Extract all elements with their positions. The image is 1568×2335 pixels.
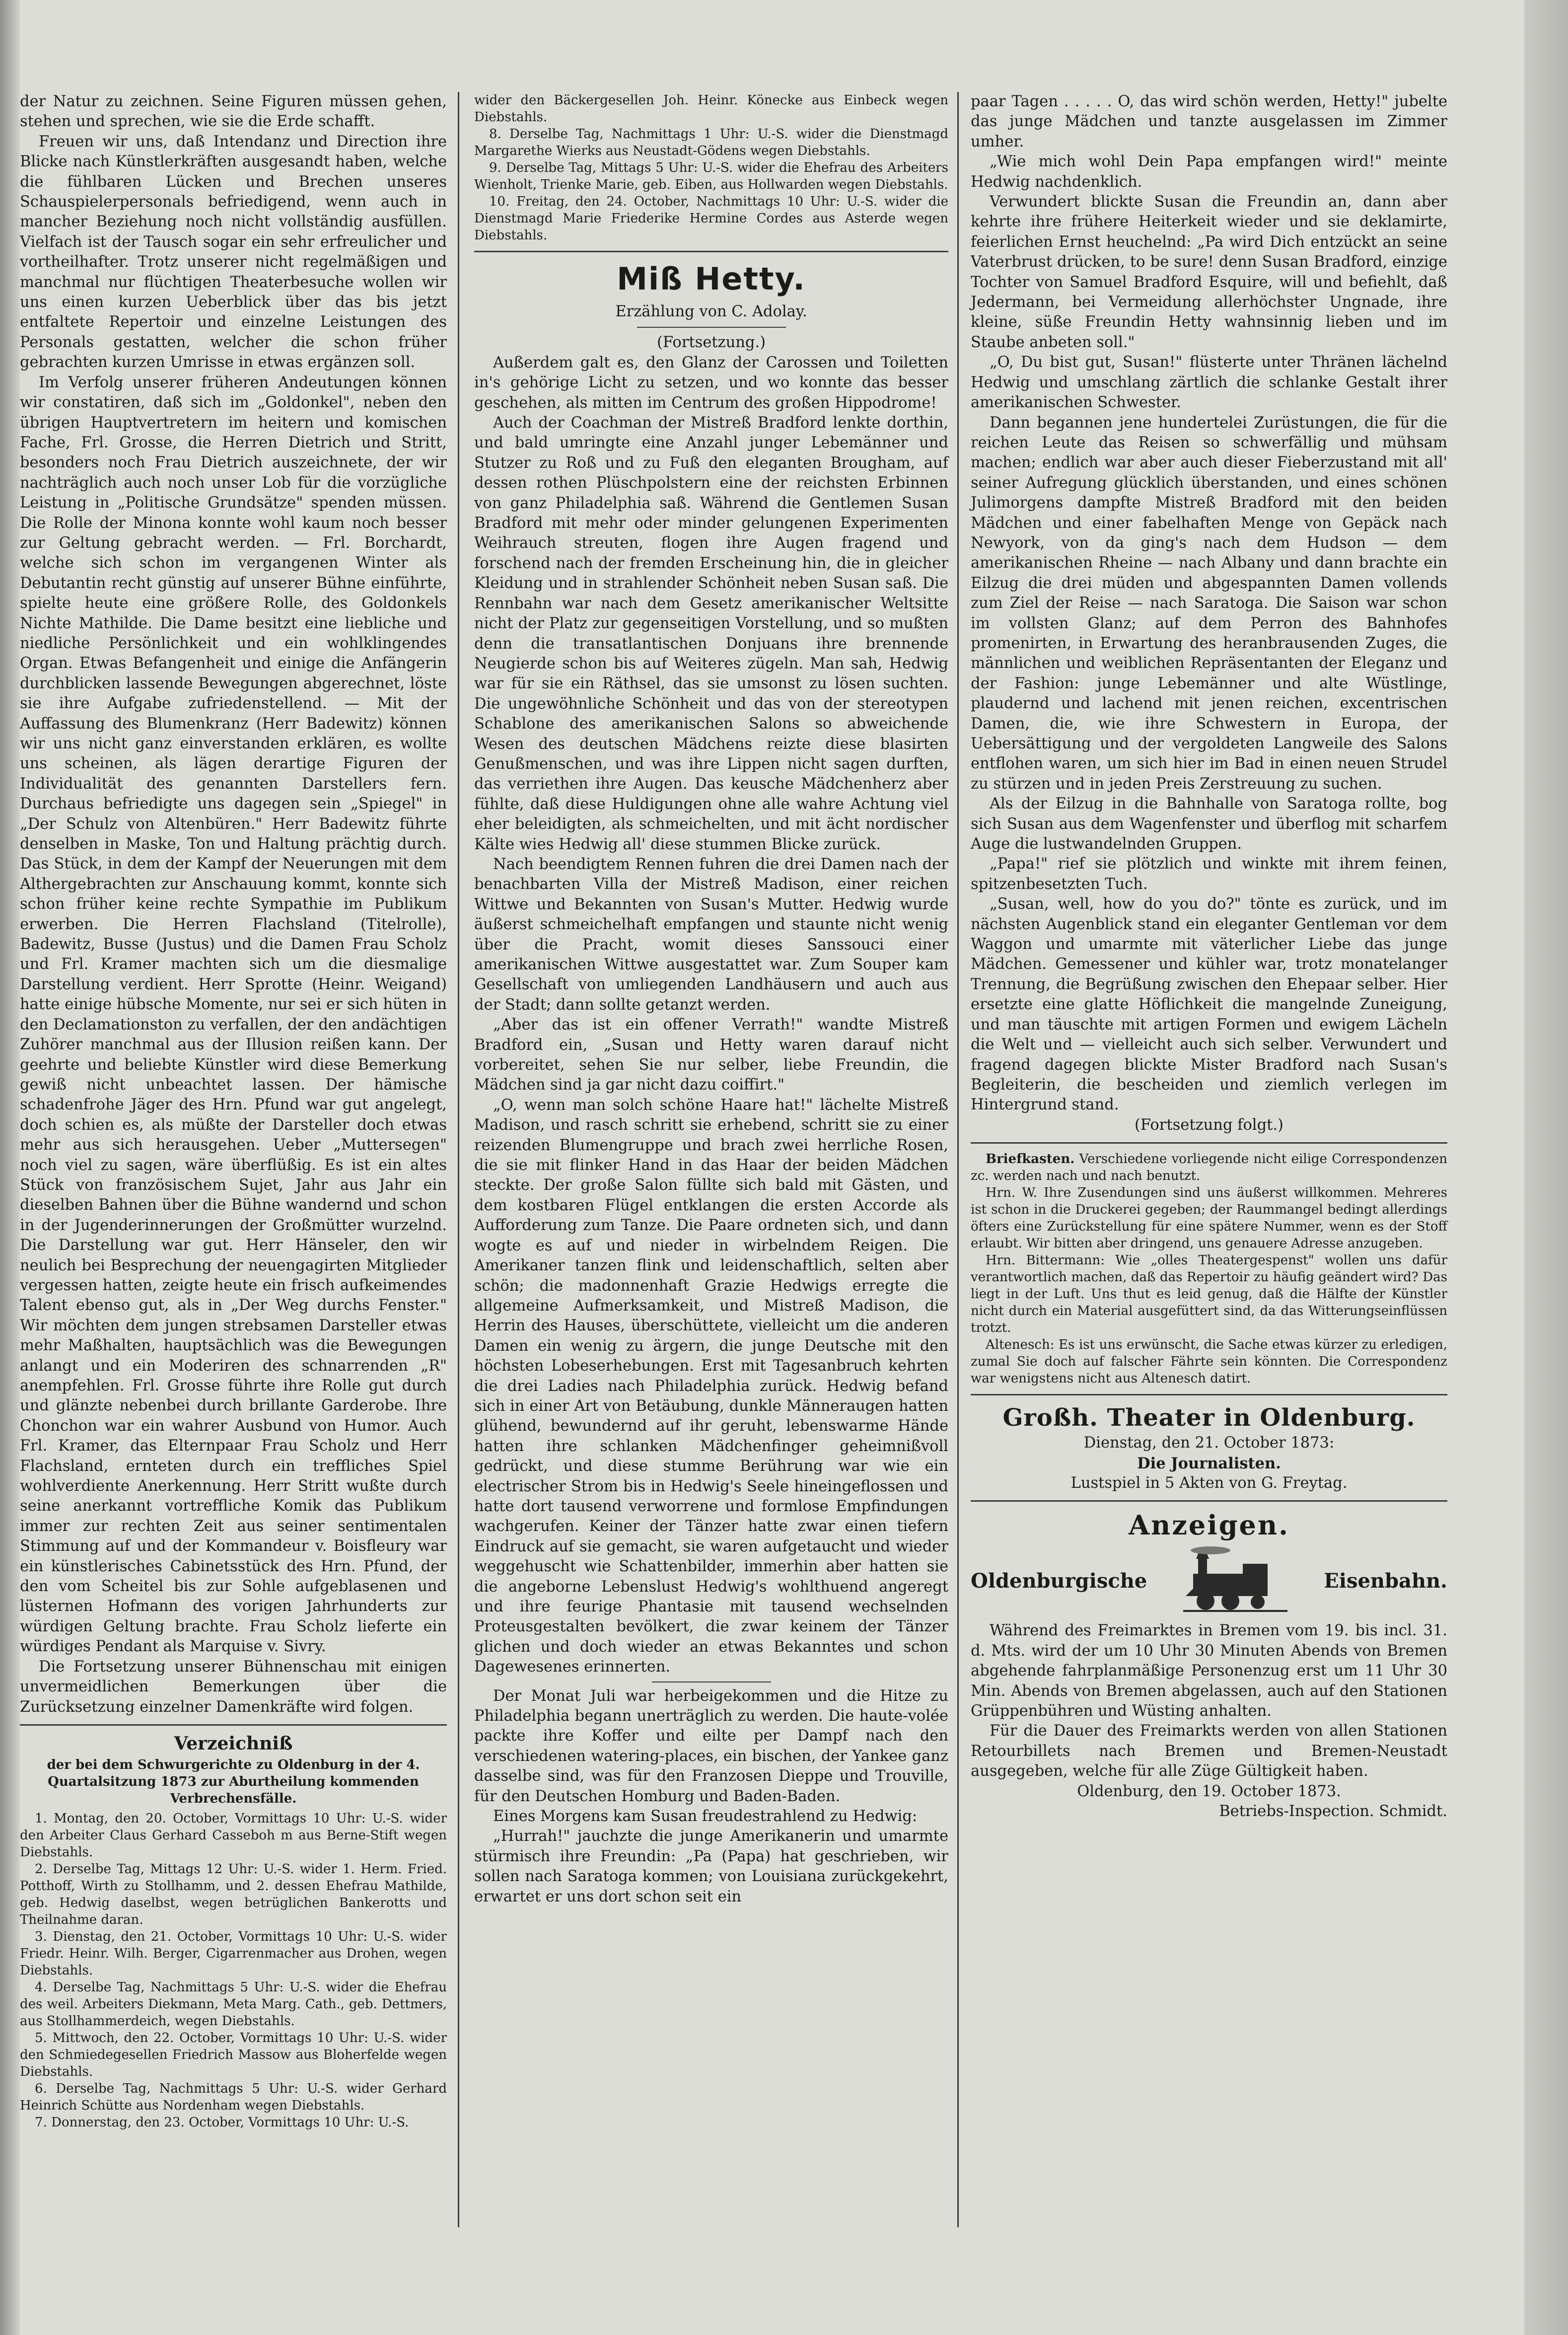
ad-paragraph: Für die Dauer des Freimarkts werden von allen Stationen Retourbillets nach Bremen und Bremen-Neustadt ausgegeben, welche für alle Züge Gültigkeit haben. xyxy=(971,1722,1447,1780)
locomotive-icon xyxy=(1183,1546,1287,1616)
section-divider xyxy=(474,251,948,252)
article-paragraph: der Natur zu zeichnen. Seine Figuren müssen gehen, stehen und sprechen, wie sie die Erde schafft. xyxy=(20,93,447,131)
briefkasten-item: Hrn. W. Ihre Zusendungen sind uns äußerst willkommen. Mehreres ist schon in die Druckerei gegeben; der Raummangel bedingt allerdings öfters eine Zurückstellung für eine spätere Nummer, wenn es der Stoff erlaubt. Wir bitten aber dringend, uns genauere Adresse anzugeben. xyxy=(971,1185,1447,1251)
briefkasten-item: Hrn. Bittermann: Wie „olles Theatergespenst" wollen uns dafür verantwortlich machen, daß das Repertoir zu häufig geändert wird? Das liegt in der Luft. Uns thut es leid genug, daß die Hälfte der Künstler nicht durch ein Material ausgefüttert sind, da das Witterungseinflüssen trotzt. xyxy=(971,1253,1447,1336)
story-paragraph: „Hurrah!" jauchzte die junge Amerikanerin und umarmte stürmisch ihre Freundin: „Pa (Papa) hat geschrieben, wir sollen nach Saratoga kommen; von Louisiana zurückgekehrt, erwartet er uns dort schon seit ein xyxy=(474,1827,948,1905)
story-paragraph: Dann begannen jene hundertelei Zurüstungen, die für die reichen Leute das Reisen so schwerfällig und mühsam machen; endlich war aber auch dieser Fieberzustand mit all' seiner Aufregung glücklich überstanden, und eines schönen Julimorgens dampfte Mistreß Bradford mit den beiden Mädchen und einer fabelhaften Menge von Gepäck nach Newyork, von da ging's nach dem Hudson — dem amerikanischen Rheine — nach Albany und dann brachte ein Eilzug die drei müden und abgespannten Damen vollends zum Ziel der Reise — nach Saratoga. Die Saison war schon im vollsten Glanz; auf dem Perron des Bahnhofes promenirten, in Erwartung des heranbrausenden Zuges, die männlichen und weiblichen Repräsentanten der Eleganz und der Fashion: junge Lebemänner und alte Wüstlinge, plaudernd und lachend mit jenen reichen, excentrischen Damen, die, wie ihre Schwestern in Europa, der Uebersättigung und der vergoldeten Langweile des Salons entflohen waren, um sich hier im Bad in einen neuen Strudel zu stürzen und in jeden Preis Zerstreuung zu suchen. xyxy=(971,414,1447,793)
story-title: Miß Hetty. xyxy=(617,261,806,297)
story-paragraph: Außerdem galt es, den Glanz der Carossen und Toiletten in's gehörige Licht zu setzen, und wo konnte das besser geschehen, als mitten im Centrum des großen Hippodrome! xyxy=(474,354,948,412)
article-paragraph: Die Fortsetzung unserer Bühnenschau mit einigen unvermeidlichen Bemerkungen über die Zurücksetzung einzelner Damenkräfte wird folgen. xyxy=(20,1658,447,1716)
short-divider xyxy=(652,1681,771,1682)
story-paragraph: Verwundert blickte Susan die Freundin an, dann aber kehrte ihre frühere Heiterkeit wieder und sie deklamirte, feierlichen Ernst heuchelnd: „Pa wird Dich entzückt an seine Vaterbrust drücken, to be sure! denn Susan Bradford, einzige Tochter von Samuel Bradford Esquire, will und befiehlt, daß Jedermann, bei Vermeidung allerhöchster Ungnade, ihre kleine, süße Freundin Hetty wahnsinnig lieben und im Staube anbeten soll." xyxy=(971,193,1447,351)
briefkasten-item: Altenesch: Es ist uns erwünscht, die Sache etwas kürzer zu erledigen, zumal Sie doch auf falscher Fährte sein könnten. Die Correspondenz war wenigstens nicht aus Altenesch datirt. xyxy=(971,1337,1447,1386)
list-item: 7. Donnerstag, den 23. October, Vormittags 10 Uhr: U.-S. xyxy=(35,2115,409,2130)
continued-note: (Fortsetzung folgt.) xyxy=(1135,1116,1283,1134)
section-title: Verzeichniß xyxy=(174,1733,293,1754)
ad-signature: Betriebs-Inspection. Schmidt. xyxy=(1219,1803,1447,1820)
column-rule-right xyxy=(957,92,959,2227)
story-paragraph: „Papa!" rief sie plötzlich und winkte mit ihrem feinen, spitzenbesetzten Tuch. xyxy=(971,855,1447,893)
story-author: Erzählung von C. Adolay. xyxy=(615,303,807,320)
story-continued: (Fortsetzung.) xyxy=(656,334,766,352)
list-item: wider den Bäckergesellen Joh. Heinr. Könecke aus Einbeck wegen Diebstahls. xyxy=(474,93,948,125)
article-paragraph: Freuen wir uns, daß Intendanz und Direction ihre Blicke nach Künstlerkräften ausgesandt haben, welche die fühlbaren Lücken und Brechen unseres Schauspielerpersonals befriedigend, wenn auch in mancher Beziehung noch nicht vollständig ausfüllen. Vielfach ist der Tausch sogar ein sehr erfreulicher und vortheilhafter. Trotz unserer nicht regelmäßigen und manchmal nur flüchtigen Theaterbesuche wollen wir uns einen kurzen Ueberblick über das bis jetzt entfaltete Repertoir und einzelne Leistungen des Personals gestatten, welcher die schon früher gebrachten kurzen Umrisse in etwas ergänzen soll. xyxy=(20,133,447,371)
list-item: 2. Derselbe Tag, Mittags 12 Uhr: U.-S. wider 1. Herm. Fried. Potthoff, Wirth zu Stollhamm, und 2. dessen Ehefrau Mathilde, geb. Hedwig daselbst, wegen betrüglichen Bankerotts und Theilnahme daran. xyxy=(20,1861,447,1927)
list-item: 9. Derselbe Tag, Mittags 5 Uhr: U.-S. wider die Ehefrau des Arbeiters Wienholt, Trienke Marie, geb. Eiben, aus Hollwarden wegen Diebstahls. xyxy=(474,160,948,192)
column-rule-left xyxy=(458,92,459,2227)
article-paragraph: Im Verfolg unserer früheren Andeutungen können wir constatiren, daß sich im „Goldonkel", neben den übrigen Hauptvertretern im heitern und komischen Fache, Frl. Grosse, die Herren Dietrich und Stritt, besonders noch Frau Dietrich auszeichnete, der wir nachträglich auch noch unser Lob für die vorzügliche Leistung in „Politische Grundsätze" spenden müssen. Die Rolle der Minona konnte wohl kaum noch besser zur Geltung gebracht werden. — Frl. Borchardt, welche sich schon im vergangenen Winter als Debutantin recht günstig auf unserer Bühne einführte, spielte heute eine größere Rolle, des Goldonkels Nichte Mathilde. Die Dame besitzt eine liebliche und niedliche Persönlichkeit und ein wohlklingendes Organ. Etwas Befangenheit und einige die Anfängerin durchblicken lassende Bewegungen abgerechnet, löste sie ihre Aufgabe zufriedenstellend. — Mit der Auffassung des Blumenkranz (Herr Badewitz) können wir uns nicht ganz einverstanden erklären, es wollte uns scheinen, als lägen derartige Figuren der Individualität des genannten Darstellers fern. Durchaus befriedigte uns dagegen sein „Spiegel" in „Der Schulz von Altenbüren." Herr Badewitz führte denselben in Maske, Ton und Haltung prächtig durch. Das Stück, in dem der Kampf der Neuerungen mit dem Althergebrachten zur Anschauung kommt, konnte sich schon früher keine rechte Sympathie im Publikum erwerben. Die Herren Flachsland (Titelrolle), Badewitz, Busse (Justus) und die Damen Frau Scholz und Frl. Kramer machten sich um die diesmalige Darstellung verdient. Herr Sprotte (Heinr. Weigand) hatte einige hübsche Momente, nur sei er sich hüten in den Declamationston zu verfallen, der den andächtigen Zuhörer manchmal aus der Illusion reißen kann. Der geehrte und beliebte Künstler wird diese Bemerkung gewiß nicht unbeachtet lassen. Der hämische schadenfrohe Jäger des Hrn. Pfund war gut angelegt, doch schien es, als müßte der Darsteller doch etwas mehr aus sich herausgehen. Ueber „Muttersegen" noch viel zu sagen, wäre überflüßig. Es ist ein altes Stück von französischem Sujet, Jahr aus Jahr ein dieselben Bahnen über die Bühne wandernd und schon in der Jugenderinnerungen der Großmütter wurzelnd. Die Darstellung war gut. Herr Hänseler, den wir neulich bei Besprechung der neuengagirten Mitglieder vergessen hatten, zeigte heute ein frisch aufkeimendes Talent ebenso gut, als in „Der Weg durchs Fenster." Wir möchten dem jungen strebsamen Darsteller etwas mehr Maßhalten, hauptsächlich was die Bewegungen anlangt und ein Moderiren des schnarrenden „R" anempfehlen. Frl. Grosse führte ihre Rolle gut durch und glänzte nebenbei durch brillante Garderobe. Ihre Chonchon war ein wahrer Ausbund von Humor. Auch Frl. Kramer, das Elternpaar Frau Scholz und Herr Flachsland, ernteten durch ein treffliches Spiel wohlverdiente Anerkennung. Herr Stritt wußte durch seine anerkannt vortreffliche Komik das Publikum immer zur rechten Zeit aus seiner sentimentalen Stimmung auf und der Kommandeur v. Boisfleury war ein künstlerisches Cabinetsstück des Hrn. Pfund, der den vom Scheitel bis zur Sohle aufgeblasenen und lüsternen Hofmann des vorigen Jahrhunderts zur würdigen Geltung brachte. Frau Scholz lieferte ein würdiges Pendant als Marquise v. Sivry. xyxy=(20,373,447,1656)
section-divider xyxy=(971,1500,1447,1502)
story-paragraph: Der Monat Juli war herbeigekommen und die Hitze zu Philadelphia begann unerträglich zu werden. Die haute-volée packte ihre Koffer und eilte per Dampf nach den verschiedenen watering-places, ein bischen, der Yankee ganz dasselbe sind, was für den Franzosen Dieppe und Trouville, für den Deutschen Homburg und Baden-Baden. xyxy=(474,1687,948,1805)
section-subtitle: der bei dem Schwurgerichte zu Oldenburg in der 4. Quartalsitzung 1873 zur Aburtheilung kommenden Verbrechensfälle. xyxy=(47,1757,420,1806)
list-item: 3. Dienstag, den 21. October, Vormittags 10 Uhr: U.-S. wider Friedr. Heinr. Wilh. Berger, Cigarrenmacher aus Drohen, wegen Diebstahls. xyxy=(20,1929,447,1978)
theater-date: Dienstag, den 21. October 1873: xyxy=(1083,1434,1335,1452)
story-paragraph: „Aber das ist ein offener Verrath!" wandte Mistreß Bradford ein, „Susan und Hetty waren darauf nicht vorbereitet, sehen Sie nur selber, liebe Freundin, die Mädchen sind ja gar nicht dazu coiffirt." xyxy=(474,1016,948,1094)
list-item: 5. Mittwoch, den 22. October, Vormittags 10 Uhr: U.-S. wider den Schmiedegesellen Friedrich Massow aus Bloherfelde wegen Diebstahls. xyxy=(20,2030,447,2079)
page-edge xyxy=(1524,0,1568,2335)
railway-name-left: Oldenburgische xyxy=(971,1569,1147,1593)
story-paragraph: Als der Eilzug in die Bahnhalle von Saratoga rollte, bog sich Susan aus dem Wagenfenster und überflog mit scharfem Auge die lustwandelnden Gruppen. xyxy=(971,795,1447,853)
short-divider xyxy=(637,327,786,328)
story-paragraph: Auch der Coachman der Mistreß Bradford lenkte dorthin, und bald umringte eine Anzahl junger Lebemänner und Stutzer zu Roß und zu Fuß den eleganten Brougham, auf dessen rothen Plüschpolstern eine der reichsten Erbinnen von ganz Philadelphia saß. Während die Gentlemen Susan Bradford mit mehr oder minder gelungenen Experimenten Weihrauch streuten, flogen ihre Augen fragend und forschend nach der fremden Erscheinung hin, die in gleicher Kleidung und in strahlender Schönheit neben Susan saß. Die Rennbahn war nach dem Gesetz amerikanischer Weltsitte nicht der Platz zur gegenseitigen Vorstellung, und so mußten denn die transatlantischen Donjuans ihre brennende Neugierde schon bis auf Weiteres zügeln. Man sah, Hedwig war für sie ein Räthsel, das sie umsonst zu lösen suchten. Die ungewöhnliche Schönheit und das von der stereotypen Schablone des amerikanischen Salons so abweichende Wesen des deutschen Mädchens reizte diese blasirten Genußmenschen, und was ihre Lippen nicht sagen durften, das verriethen ihre Augen. Das keusche Mädchenherz aber fühlte, daß diese Huldigungen ohne alle wahre Achtung viel eher beleidigten, als schmeichelten, und mit ächt nordischer Kälte wies Hedwig all' diese stummen Blicke zurück. xyxy=(474,414,948,853)
ads-title: Anzeigen. xyxy=(1129,1509,1289,1541)
list-item: 4. Derselbe Tag, Nachmittags 5 Uhr: U.-S. wider die Ehefrau des weil. Arbeiters Diekmann, Meta Marg. Cath., geb. Dettmers, aus Stollhammerdeich, wegen Diebstahls. xyxy=(20,1979,447,2029)
story-paragraph: „O, wenn man solch schöne Haare hat!" lächelte Mistreß Madison, und rasch schritt sie erhebend, schritt sie zu einer reizenden Blumengruppe und brach zwei herrliche Rosen, die sie mit flinker Hand in das Haar der beiden Mädchen steckte. Der große Salon füllte sich bald mit Gästen, und dem kostbaren Flügel entklangen die ersten Accorde als Aufforderung zum Tanze. Die Paare ordneten sich, und dann wogte es auf und nieder in wirbelndem Reigen. Die Amerikaner tanzen flink und leidenschaftlich, selten aber schön; die madonnenhaft Grazie Hedwigs erregte die allgemeine Aufmerksamkeit, und Mistreß Madison, die Herrin des Hauses, überschüttete, vielleicht um die anderen Damen ein wenig zu ärgern, die junge Deutsche mit den höchsten Lobeserhebungen. Erst mit Tagesanbruch kehrten die drei Ladies nach Philadelphia zurück. Hedwig befand sich in einer Art von Betäubung, dunkle Männeraugen hatten glühend, bewundernd auf ihr geruht, lebenswarme Hände hatten ihre schlanken Mädchenfinger geheimnißvoll gedrückt, und diese stumme Berührung war wie ein electrischer Strom bis in Hedwig's Seele hineingeflossen und hatte dort tausend verworrene und formlose Empfindungen wachgerufen. Keiner der Tänzer hatte zwar einen tiefern Eindruck auf sie gemacht, sie waren aufgetaucht und wieder weggehuscht wie Schattenbilder, immerhin aber hatten sie die angeborne Lebenslust Hedwig's wohlthuend angeregt und ihre feurige Phantasie mit tausend wechselnden Proteusgestalten bevölkert, die zwar keinem der Tänzer glichen und doch wieder an etwas Bekanntes und schon Dagewesenes erinnerten. xyxy=(474,1096,948,1676)
story-paragraph: „O, Du bist gut, Susan!" flüsterte unter Thränen lächelnd Hedwig und umschlang zärtlich die schlanke Gestalt ihrer amerikanischen Schwester. xyxy=(971,354,1447,412)
story-paragraph: paar Tagen . . . . . O, das wird schön werden, Hetty!" jubelte das junge Mädchen und tanzte ausgelassen im Zimmer umher. xyxy=(971,93,1447,150)
column-3 xyxy=(971,92,1447,1822)
story-paragraph: „Wie mich wohl Dein Papa empfangen wird!" meinte Hedwig nachdenklich. xyxy=(971,153,1447,191)
section-divider xyxy=(971,1142,1447,1144)
briefkasten-title: Briefkasten. xyxy=(986,1152,1075,1167)
list-item: 10. Freitag, den 24. October, Nachmittags 10 Uhr: U.-S. wider die Dienstmagd Marie Friederike Hermine Cordes aus Asterde wegen Diebstahls. xyxy=(474,194,948,243)
briefkasten-text: Verschiedene vorliegende nicht eilige Correspondenzen zc. werden nach und nach benutzt. xyxy=(971,1152,1447,1184)
column-1 xyxy=(20,92,447,2131)
railway-header xyxy=(971,1546,1447,1616)
section-divider xyxy=(971,1394,1447,1395)
list-item: 1. Montag, den 20. October, Vormittags 10 Uhr: U.-S. wider den Arbeiter Claus Gerhard Casseboh m aus Berne-Stift wegen Diebstahls. xyxy=(20,1811,447,1860)
theater-play: Die Journalisten. xyxy=(1137,1454,1281,1472)
ad-paragraph: Während des Freimarktes in Bremen vom 19. bis incl. 31. d. Mts. wird der um 10 Uhr 30 Minuten Abends von Bremen abgehende fahrplanmäßige Personenzug erst um 11 Uhr 30 Min. Abends von Bremen abgelassen, auch auf den Stationen Grüppenbühren und Wüsting anhalten. xyxy=(971,1622,1447,1720)
theater-title: Großh. Theater in Oldenburg. xyxy=(1002,1404,1416,1432)
ad-date: Oldenburg, den 19. October 1873. xyxy=(1077,1782,1341,1800)
story-paragraph: „Susan, well, how do you do?" tönte es zurück, und im nächsten Augenblick stand ein eleganter Gentleman vor dem Waggon und umarmte mit väterlicher Liebe das junge Mädchen. Gemessener und kühler war, trotz monatelanger Trennung, die Begrüßung zwischen den Ehepaar selber. Hier ersetzte eine glatte Höflichkeit die mangelnde Zuneigung, und man täuschte mit artigen Formen und ewigem Lächeln die Welt und — vielleicht auch sich selber. Verwundert und fragend dagegen blickte Mister Bradford nach Susan's Begleiterin, die bescheiden und ziemlich verlegen im Hintergrund stand. xyxy=(971,895,1447,1114)
railway-name-right: Eisenbahn. xyxy=(1324,1569,1447,1593)
list-item: 6. Derselbe Tag, Nachmittags 5 Uhr: U.-S. wider Gerhard Heinrich Schütte aus Nordenham wegen Diebstahls. xyxy=(20,2081,447,2113)
theater-desc: Lustspiel in 5 Akten von G. Freytag. xyxy=(1070,1474,1348,1492)
story-paragraph: Eines Morgens kam Susan freudestrahlend zu Hedwig: xyxy=(493,1808,918,1825)
column-2 xyxy=(474,92,948,1907)
list-item: 8. Derselbe Tag, Nachmittags 1 Uhr: U.-S. wider die Dienstmagd Margarethe Wierks aus Neustadt-Gödens wegen Diebstahls. xyxy=(474,127,948,158)
section-divider xyxy=(20,1724,447,1726)
story-paragraph: Nach beendigtem Rennen fuhren die drei Damen nach der benachbarten Villa der Mistreß Madison, einer reichen Wittwe und Bekannten von Susan's Mutter. Hedwig wurde äußerst schmeichelhaft empfangen und staunte nicht wenig über die Pracht, womit dieses Sanssouci einer amerikanischen Wittwe ausgestattet war. Zum Souper kam Gesellschaft von umliegenden Landhäusern und auch aus der Stadt; dann sollte getanzt werden. xyxy=(474,855,948,1014)
page-gutter xyxy=(0,0,20,2335)
